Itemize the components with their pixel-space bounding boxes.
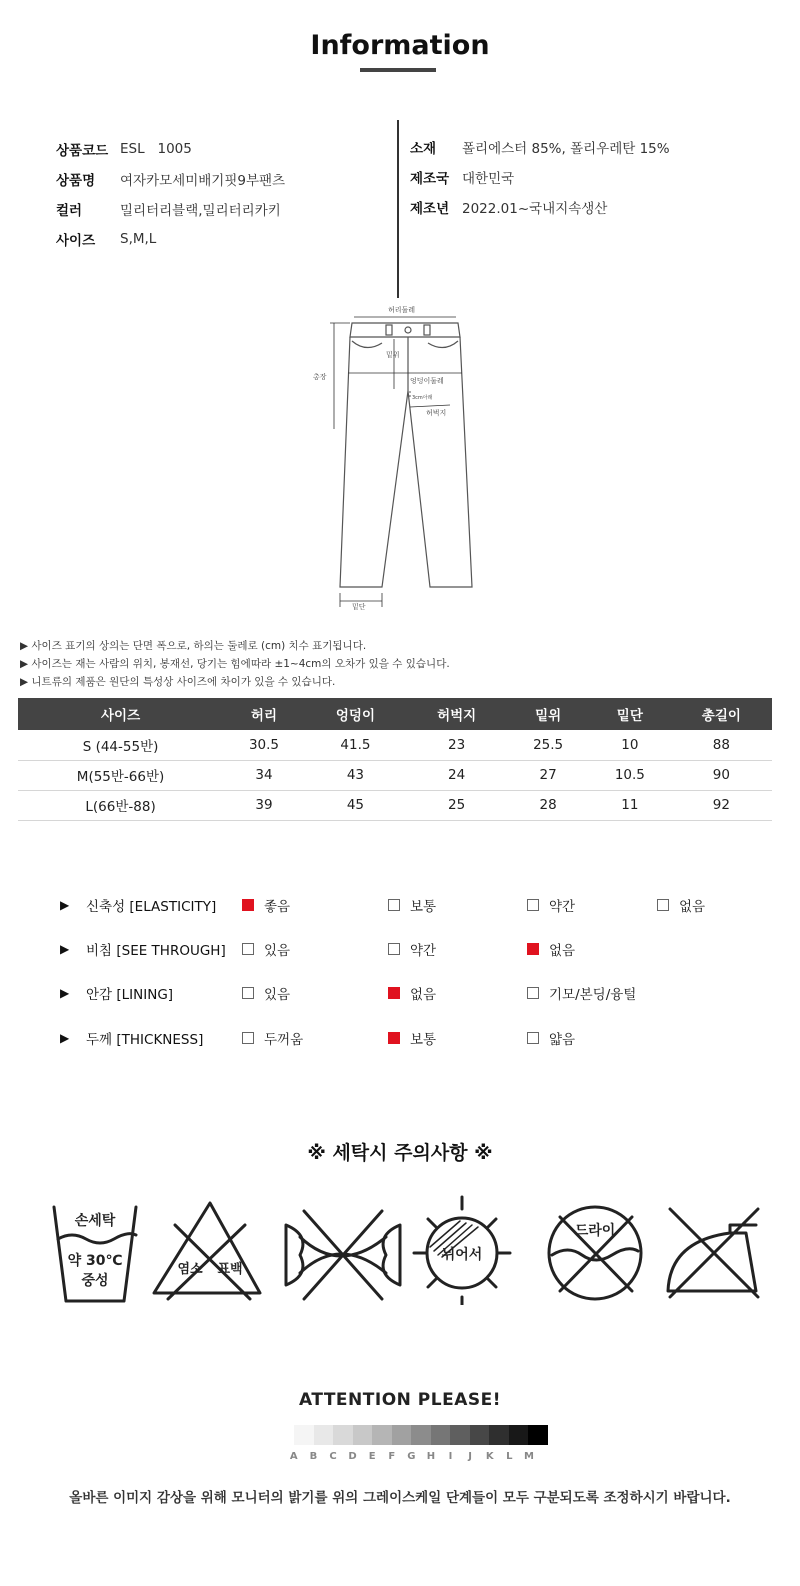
info-row-country	[410, 162, 770, 192]
checkbox	[242, 987, 254, 999]
info-key: 제조년	[410, 201, 450, 217]
grayscale-swatch	[392, 1425, 412, 1445]
option-text: 약간	[549, 899, 576, 915]
table-row	[18, 730, 772, 760]
col-header: 허벅지	[406, 698, 507, 730]
info-value: 밀리터리블랙,밀리터리카키	[120, 203, 281, 219]
info-divider	[397, 120, 399, 298]
pants-measurement-diagram	[300, 295, 500, 615]
checkbox	[527, 1032, 539, 1044]
table-cell: 88	[671, 730, 772, 760]
option-yes	[242, 936, 290, 962]
grayscale-letter: H	[426, 1451, 436, 1462]
option-brushed	[527, 980, 636, 1006]
option-none	[388, 980, 436, 1006]
sun-text: 뉘어서	[441, 1247, 483, 1263]
checkbox	[388, 987, 400, 999]
no-bleach-icon	[154, 1203, 260, 1299]
grayscale-swatch	[431, 1425, 451, 1445]
attr-lining	[60, 980, 780, 1006]
arrow-icon: ▶	[60, 1031, 70, 1045]
table-cell: 23	[406, 730, 507, 760]
info-value: 폴리에스터 85%, 폴리우레탄 15%	[462, 141, 670, 157]
table-cell: 10.5	[589, 760, 671, 790]
product-info-left	[56, 134, 376, 254]
grayscale-letter: M	[523, 1451, 534, 1462]
no-iron-icon	[668, 1209, 758, 1297]
info-row-code	[56, 134, 376, 164]
hem-label: 밑단	[352, 603, 366, 611]
table-cell: L(66반-88)	[18, 790, 223, 820]
table-cell: 30.5	[223, 730, 305, 760]
grayscale-letter: D	[348, 1451, 357, 1462]
page-title: Information	[310, 30, 490, 61]
no-wring-icon	[286, 1211, 400, 1299]
grayscale-swatch	[470, 1425, 490, 1445]
grayscale-letter: L	[506, 1451, 513, 1462]
grayscale-swatch	[333, 1425, 353, 1445]
info-row-size	[56, 224, 376, 254]
table-cell: 92	[671, 790, 772, 820]
bleach-left-text: 염소	[177, 1262, 203, 1277]
grayscale-swatch	[528, 1425, 548, 1445]
option-thick	[242, 1025, 303, 1051]
size-notes	[20, 637, 780, 691]
option-none	[657, 892, 705, 918]
table-cell: 24	[406, 760, 507, 790]
grayscale-swatch	[411, 1425, 431, 1445]
table-cell: 11	[589, 790, 671, 820]
note-item: ▶ 사이즈 표기의 상의는 단면 폭으로, 하의는 둘레로 (cm) 치수 표기됩니다.	[20, 640, 367, 652]
checkbox	[527, 899, 539, 911]
option-text: 있음	[264, 943, 291, 959]
handwash-text: 손세탁	[74, 1213, 116, 1229]
grayscale-letter: E	[368, 1451, 376, 1462]
info-key: 사이즈	[56, 233, 96, 249]
attr-label: 비침 [SEE THROUGH]	[86, 943, 226, 959]
grayscale-swatch	[509, 1425, 529, 1445]
table-cell: 45	[305, 790, 406, 820]
grayscale-letters	[284, 1451, 539, 1462]
checkbox	[242, 1032, 254, 1044]
table-cell: S (44-55반)	[18, 730, 223, 760]
table-cell: 39	[223, 790, 305, 820]
option-slight	[527, 892, 575, 918]
option-slight	[388, 936, 436, 962]
checkbox	[242, 943, 254, 955]
col-header: 밑위	[507, 698, 589, 730]
size-table	[18, 698, 772, 821]
checkbox	[527, 987, 539, 999]
info-row-name	[56, 164, 376, 194]
option-yes	[242, 980, 290, 1006]
grayscale-swatch	[372, 1425, 392, 1445]
table-cell: 34	[223, 760, 305, 790]
col-header: 허리	[223, 698, 305, 730]
info-value: 대한민국	[462, 171, 515, 187]
table-header-row	[18, 698, 772, 730]
monitor-note: 올바른 이미지 감상을 위해 모니터의 밝기를 위의 그레이스케일 단계들이 모두 구분되도록 조정하시기 바랍니다.	[69, 1490, 731, 1506]
col-header: 밑단	[589, 698, 671, 730]
info-row-color	[56, 194, 376, 224]
table-cell: 28	[507, 790, 589, 820]
arrow-icon: ▶	[60, 898, 70, 912]
col-header: 총길이	[671, 698, 772, 730]
grayscale-swatch	[450, 1425, 470, 1445]
attention-title: ATTENTION PLEASE!	[299, 1390, 501, 1410]
option-text: 보통	[410, 1032, 437, 1048]
bleach-right-text: 표백	[217, 1262, 243, 1277]
length-label: 총장	[313, 373, 327, 381]
option-none	[527, 936, 575, 962]
info-key: 소재	[410, 141, 437, 157]
grayscale-swatch	[294, 1425, 314, 1445]
attr-label: 두께 [THICKNESS]	[86, 1032, 204, 1048]
thigh-label: 허벅지	[426, 409, 447, 417]
grayscale-swatch	[314, 1425, 334, 1445]
title-underline	[360, 68, 436, 72]
handwash-neutral: 중성	[81, 1273, 109, 1289]
grayscale-swatch	[489, 1425, 509, 1445]
grayscale-swatch	[353, 1425, 373, 1445]
info-row-year	[410, 192, 770, 222]
wash-icons	[40, 1195, 780, 1305]
handwash-temp: 약 30℃	[67, 1253, 123, 1269]
arrow-icon: ▶	[60, 986, 70, 1000]
option-text: 기모/본딩/융털	[549, 987, 637, 1003]
grayscale-letter: J	[468, 1451, 472, 1462]
option-text: 있음	[264, 987, 291, 1003]
rise-label: 밑위	[386, 351, 400, 359]
option-text: 보통	[410, 899, 437, 915]
table-row	[18, 760, 772, 790]
col-header: 사이즈	[18, 698, 223, 730]
option-text: 없음	[549, 943, 576, 959]
option-text: 없음	[679, 899, 706, 915]
checkbox	[657, 899, 669, 911]
checkbox	[527, 943, 539, 955]
info-key: 상품명	[56, 173, 96, 189]
grayscale-letter: G	[407, 1451, 416, 1462]
table-cell: 10	[589, 730, 671, 760]
option-text: 얇음	[549, 1032, 576, 1048]
grayscale-letter: B	[309, 1451, 318, 1462]
note-item: ▶ 사이즈는 재는 사람의 위치, 봉재선, 당기는 힘에따라 ±1~4cm의 오차가 있을 수 있습니다.	[20, 658, 450, 670]
attr-thickness	[60, 1025, 780, 1051]
info-value: S,M,L	[120, 231, 157, 247]
info-row-material	[410, 132, 770, 162]
info-key: 상품코드	[56, 143, 109, 159]
table-cell: 41.5	[305, 730, 406, 760]
col-header: 엉덩이	[305, 698, 406, 730]
crotch-label: 3cm아래	[412, 395, 433, 401]
checkbox	[242, 899, 254, 911]
waist-label: 허리둘레	[388, 306, 416, 314]
attr-label: 신축성 [ELASTICITY]	[86, 899, 217, 915]
note-item: ▶ 니트류의 제품은 원단의 특성상 사이즈에 차이가 있을 수 있습니다.	[20, 676, 336, 688]
checkbox	[388, 1032, 400, 1044]
option-good	[242, 892, 290, 918]
dry-text: 드라이	[574, 1223, 616, 1239]
table-row	[18, 790, 772, 820]
no-dry-clean-icon	[549, 1207, 641, 1299]
attr-see-through	[60, 936, 780, 962]
grayscale-letter: F	[388, 1451, 396, 1462]
info-key: 컬러	[56, 203, 83, 219]
option-thin	[527, 1025, 575, 1051]
grayscale-letter: K	[485, 1451, 494, 1462]
option-text: 두꺼움	[264, 1032, 304, 1048]
option-normal	[388, 1025, 436, 1051]
arrow-icon: ▶	[60, 942, 70, 956]
grayscale-letter: I	[448, 1451, 453, 1462]
attr-label: 안감 [LINING]	[86, 987, 174, 1003]
info-key: 제조국	[410, 171, 450, 187]
table-cell: 43	[305, 760, 406, 790]
wash-title: ※ 세탁시 주의사항 ※	[307, 1142, 493, 1164]
grayscale-letter: C	[329, 1451, 337, 1462]
table-cell: 25	[406, 790, 507, 820]
checkbox	[388, 943, 400, 955]
table-cell: M(55반-66반)	[18, 760, 223, 790]
option-text: 약간	[410, 943, 437, 959]
option-normal	[388, 892, 436, 918]
table-cell: 90	[671, 760, 772, 790]
table-cell: 27	[507, 760, 589, 790]
attr-elasticity	[60, 892, 780, 918]
grayscale-letter: A	[289, 1451, 298, 1462]
info-value: 2022.01~국내지속생산	[462, 201, 608, 217]
option-text: 없음	[410, 987, 437, 1003]
product-info-right	[410, 132, 770, 222]
hip-label: 엉덩이둘레	[410, 377, 444, 385]
checkbox	[388, 899, 400, 911]
info-value: ESL 1005	[120, 141, 192, 157]
info-value: 여자카모세미배기핏9부팬츠	[120, 173, 286, 189]
table-cell: 25.5	[507, 730, 589, 760]
option-text: 좋음	[264, 899, 291, 915]
grayscale-bar	[294, 1425, 548, 1445]
